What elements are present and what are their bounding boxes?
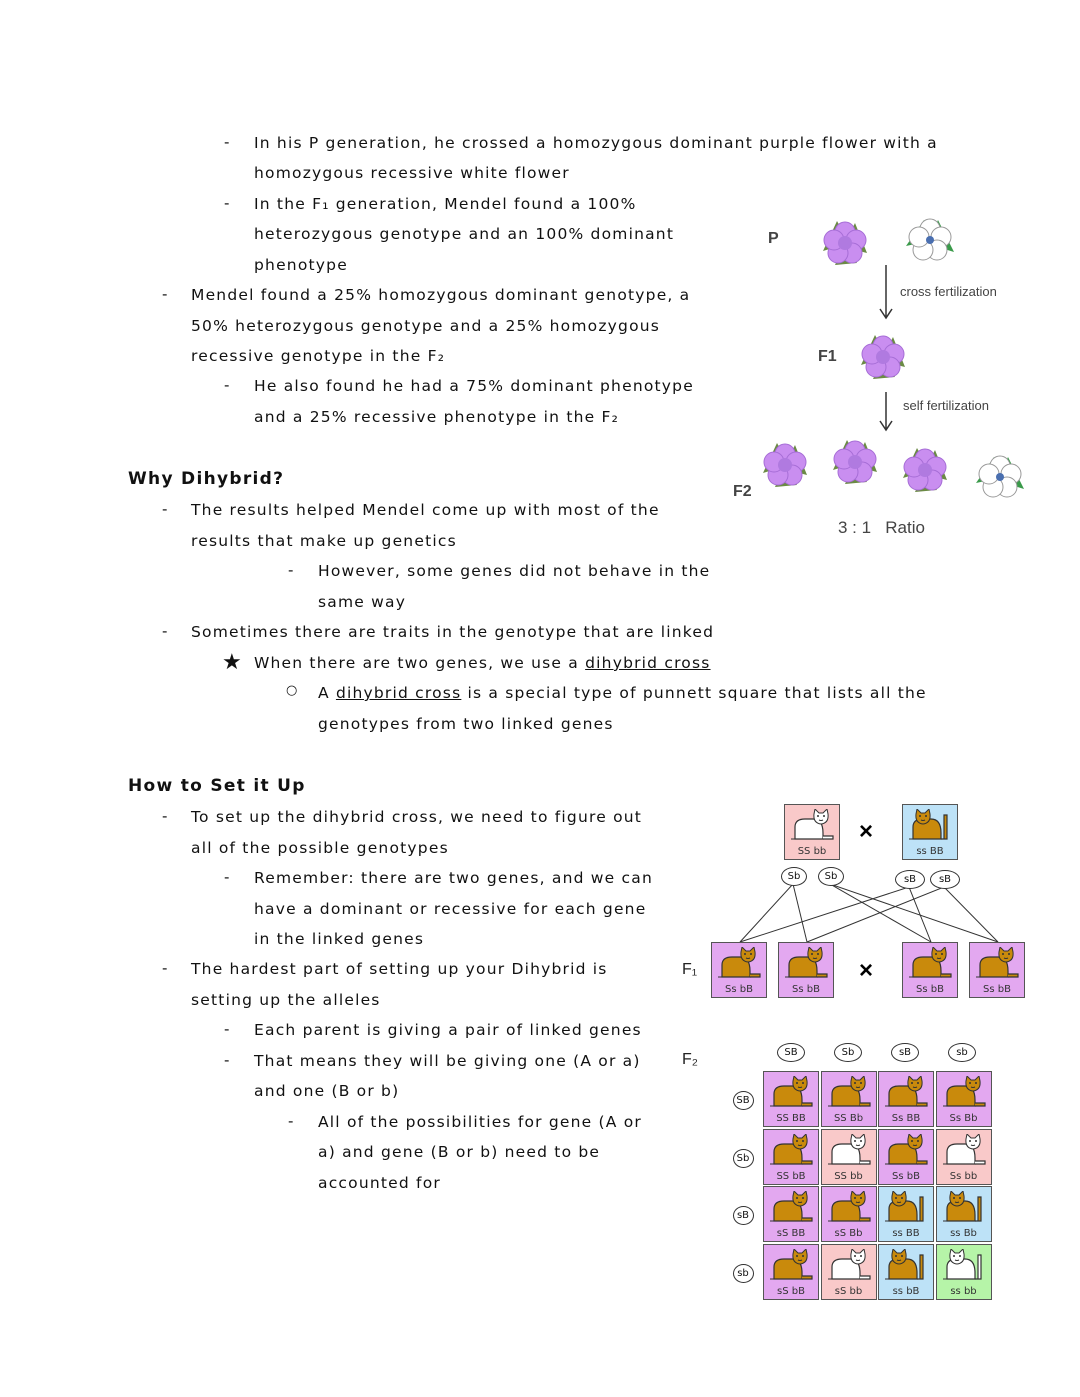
row-gamete-label: Sb	[733, 1149, 754, 1168]
ratio-label: 3 : 1 Ratio	[838, 518, 925, 537]
f1-cat	[969, 942, 1025, 998]
orange-cat-icon	[770, 1134, 814, 1172]
bullet-dash: -	[162, 622, 168, 640]
genotype-label: SS bb	[834, 1170, 863, 1182]
gamete-link-line	[944, 887, 998, 942]
note-line: all of the possible genotypes	[191, 839, 449, 857]
heading-how-to-set-up: How to Set it Up	[128, 776, 306, 796]
bullet-dash: -	[224, 376, 230, 394]
gamete-circle: Sb	[781, 867, 807, 886]
orange-cat-icon	[770, 1249, 814, 1287]
note-line: a) and gene (B or b) need to be	[318, 1143, 601, 1161]
genotype-label: sS Bb	[834, 1228, 863, 1239]
genotype-label: SS bB	[776, 1170, 806, 1182]
punnett-cell	[763, 1071, 819, 1127]
punnett-cell	[878, 1129, 934, 1185]
genotype-label: ss BB	[916, 846, 944, 857]
white-cat-icon	[943, 1134, 987, 1172]
cross-symbol: ×	[859, 818, 874, 845]
note-line: Mendel found a 25% homozygous dominant genotype, a	[191, 286, 691, 304]
cross-symbol: ×	[859, 957, 874, 984]
label-f1: F₁	[682, 961, 698, 978]
orange-cat-icon	[828, 1076, 872, 1114]
note-line: and a 25% recessive phenotype in the F₂	[254, 408, 620, 426]
note-line: In his P generation, he crossed a homozygous dominant purple flower with a	[254, 134, 938, 152]
note-line: Sometimes there are traits in the genotype that are linked	[191, 623, 715, 641]
white-cat-icon	[943, 1249, 987, 1287]
bullet-dash: -	[288, 1112, 294, 1130]
punnett-cell	[763, 1244, 819, 1300]
genotype-label: Ss bB	[792, 984, 820, 995]
bullet-dash: -	[162, 500, 168, 518]
note-line: heterozygous genotype and an 100% dominant	[254, 225, 675, 243]
bullet-dash: -	[224, 1051, 230, 1069]
star-icon: ★	[222, 650, 242, 675]
column-gamete-label: SB	[777, 1043, 805, 1062]
note-line: and one (B or b)	[254, 1082, 400, 1100]
genotype-label: sS bB	[777, 1285, 805, 1297]
text: is a special type of punnett square that lists all the	[461, 684, 927, 702]
gamete-link-line	[807, 887, 944, 942]
text: A	[318, 684, 336, 702]
punnett-cell	[878, 1071, 934, 1127]
heading-why-dihybrid: Why Dihybrid?	[128, 469, 285, 489]
orange-cat-icon	[885, 1249, 929, 1287]
column-gamete-label: sB	[891, 1043, 919, 1062]
label-p: P	[768, 230, 779, 247]
orange-cat-icon	[885, 1191, 929, 1229]
note-line: results that make up genetics	[191, 532, 457, 550]
bullet-dash: -	[224, 1020, 230, 1038]
label-f2: F2	[733, 483, 752, 500]
bullet-dash: -	[224, 194, 230, 212]
genotype-label: Ss BB	[891, 1113, 921, 1124]
genotype-label: Ss bB	[725, 984, 753, 995]
gamete-link-line	[793, 884, 807, 942]
gamete-circle: sB	[895, 870, 925, 889]
punnett-cell	[936, 1071, 992, 1127]
row-gamete-label: SB	[733, 1091, 754, 1110]
orange-cat-icon	[770, 1191, 814, 1229]
bullet-dash: -	[162, 959, 168, 977]
genotype-label: Ss bB	[916, 984, 944, 995]
punnett-cell	[763, 1129, 819, 1185]
punnett-cell	[821, 1244, 877, 1300]
f1-cat	[778, 942, 834, 998]
genotype-label: ss BB	[892, 1228, 920, 1239]
note-line: In the F₁ generation, Mendel found a 100%	[254, 195, 637, 213]
genotype-label: ss bB	[892, 1285, 920, 1297]
white-cat-icon	[828, 1134, 872, 1172]
white-cat-icon	[828, 1249, 872, 1287]
bullet-dash: -	[288, 561, 294, 579]
bullet-dash: -	[162, 807, 168, 825]
punnett-cell	[763, 1186, 819, 1242]
genotype-label: sS bb	[834, 1285, 863, 1297]
f1-cat	[711, 942, 767, 998]
genotype-label: SS Bb	[833, 1113, 864, 1124]
note-line: homozygous recessive white flower	[254, 164, 570, 182]
row-gamete-label: sB	[733, 1206, 754, 1225]
genotype-label: ss bb	[950, 1285, 977, 1297]
label-f2: F₂	[682, 1051, 698, 1068]
bullet-dash: -	[224, 133, 230, 151]
punnett-cell	[821, 1186, 877, 1242]
row-gamete-label: sb	[733, 1264, 754, 1283]
note-line: recessive genotype in the F₂	[191, 347, 446, 365]
bullet-dash: -	[162, 285, 168, 303]
note-line: He also found he had a 75% dominant phenotype	[254, 377, 694, 395]
orange-cat-icon	[885, 1134, 929, 1172]
genotype-label: Ss bB	[892, 1170, 920, 1182]
white-cat-icon	[791, 809, 835, 847]
label-self-fertilization: self fertilization	[903, 398, 989, 413]
genotype-label: ss Bb	[950, 1228, 977, 1239]
orange-cat-icon	[770, 1076, 814, 1114]
note-line: The hardest part of setting up your Dihybrid is	[191, 960, 608, 978]
label-cross-fertilization: cross fertilization	[900, 284, 997, 299]
orange-cat-icon	[785, 947, 829, 985]
punnett-cell	[821, 1071, 877, 1127]
punnett-cell	[821, 1129, 877, 1185]
note-line: All of the possibilities for gene (A or	[318, 1113, 642, 1131]
note-line: To set up the dihybrid cross, we need to figure out	[191, 808, 643, 826]
parent-white-cat	[784, 804, 840, 860]
note-line: same way	[318, 593, 407, 611]
genotype-label: Ss bB	[983, 984, 1011, 995]
punnett-cell	[878, 1186, 934, 1242]
column-gamete-label: Sb	[834, 1043, 862, 1062]
note-line: accounted for	[318, 1174, 441, 1192]
note-line: 50% heterozygous genotype and a 25% homozygous	[191, 317, 661, 335]
gamete-link-line	[909, 887, 931, 942]
column-gamete-label: sb	[948, 1043, 976, 1062]
genotype-label: SS bb	[797, 846, 827, 857]
orange-cat-icon	[943, 1191, 987, 1229]
bullet-dash: -	[224, 868, 230, 886]
orange-cat-icon	[885, 1076, 929, 1114]
orange-cat-icon	[909, 809, 953, 847]
note-line: However, some genes did not behave in the	[318, 562, 711, 580]
note-line: That means they will be giving one (A or a)	[254, 1052, 641, 1070]
note-line: The results helped Mendel come up with most of the	[191, 501, 660, 519]
orange-cat-icon	[976, 947, 1020, 985]
genotype-label: Ss bb	[949, 1170, 978, 1182]
genotype-label: SS BB	[776, 1113, 806, 1124]
underlined-term: dihybrid cross	[335, 684, 462, 702]
genotype-label: sS BB	[776, 1228, 806, 1239]
gamete-circle: Sb	[818, 867, 844, 886]
orange-cat-icon	[943, 1076, 987, 1114]
genotype-label: Ss Bb	[949, 1113, 978, 1124]
parent-orange-cat	[902, 804, 958, 860]
punnett-cell	[936, 1129, 992, 1185]
note-line: Remember: there are two genes, and we can	[254, 869, 653, 887]
text: When there are two genes, we use a	[254, 654, 586, 672]
gamete-link-line	[830, 884, 998, 942]
note-line: phenotype	[254, 256, 348, 274]
gamete-circle: sB	[930, 870, 960, 889]
punnett-cell	[936, 1186, 992, 1242]
note-line: setting up the alleles	[191, 991, 381, 1009]
note-line: Each parent is giving a pair of linked genes	[254, 1021, 642, 1039]
note-line: have a dominant or recessive for each gene	[254, 900, 647, 918]
circle-bullet-icon: ○	[286, 683, 298, 698]
note-line: in the linked genes	[254, 930, 425, 948]
underlined-term: dihybrid cross	[585, 654, 711, 672]
orange-cat-icon	[909, 947, 953, 985]
punnett-cell	[936, 1244, 992, 1300]
orange-cat-icon	[718, 947, 762, 985]
f1-cat	[902, 942, 958, 998]
note-line: genotypes from two linked genes	[318, 715, 614, 733]
label-f1: F1	[818, 348, 837, 365]
punnett-cell	[878, 1244, 934, 1300]
orange-cat-icon	[828, 1191, 872, 1229]
